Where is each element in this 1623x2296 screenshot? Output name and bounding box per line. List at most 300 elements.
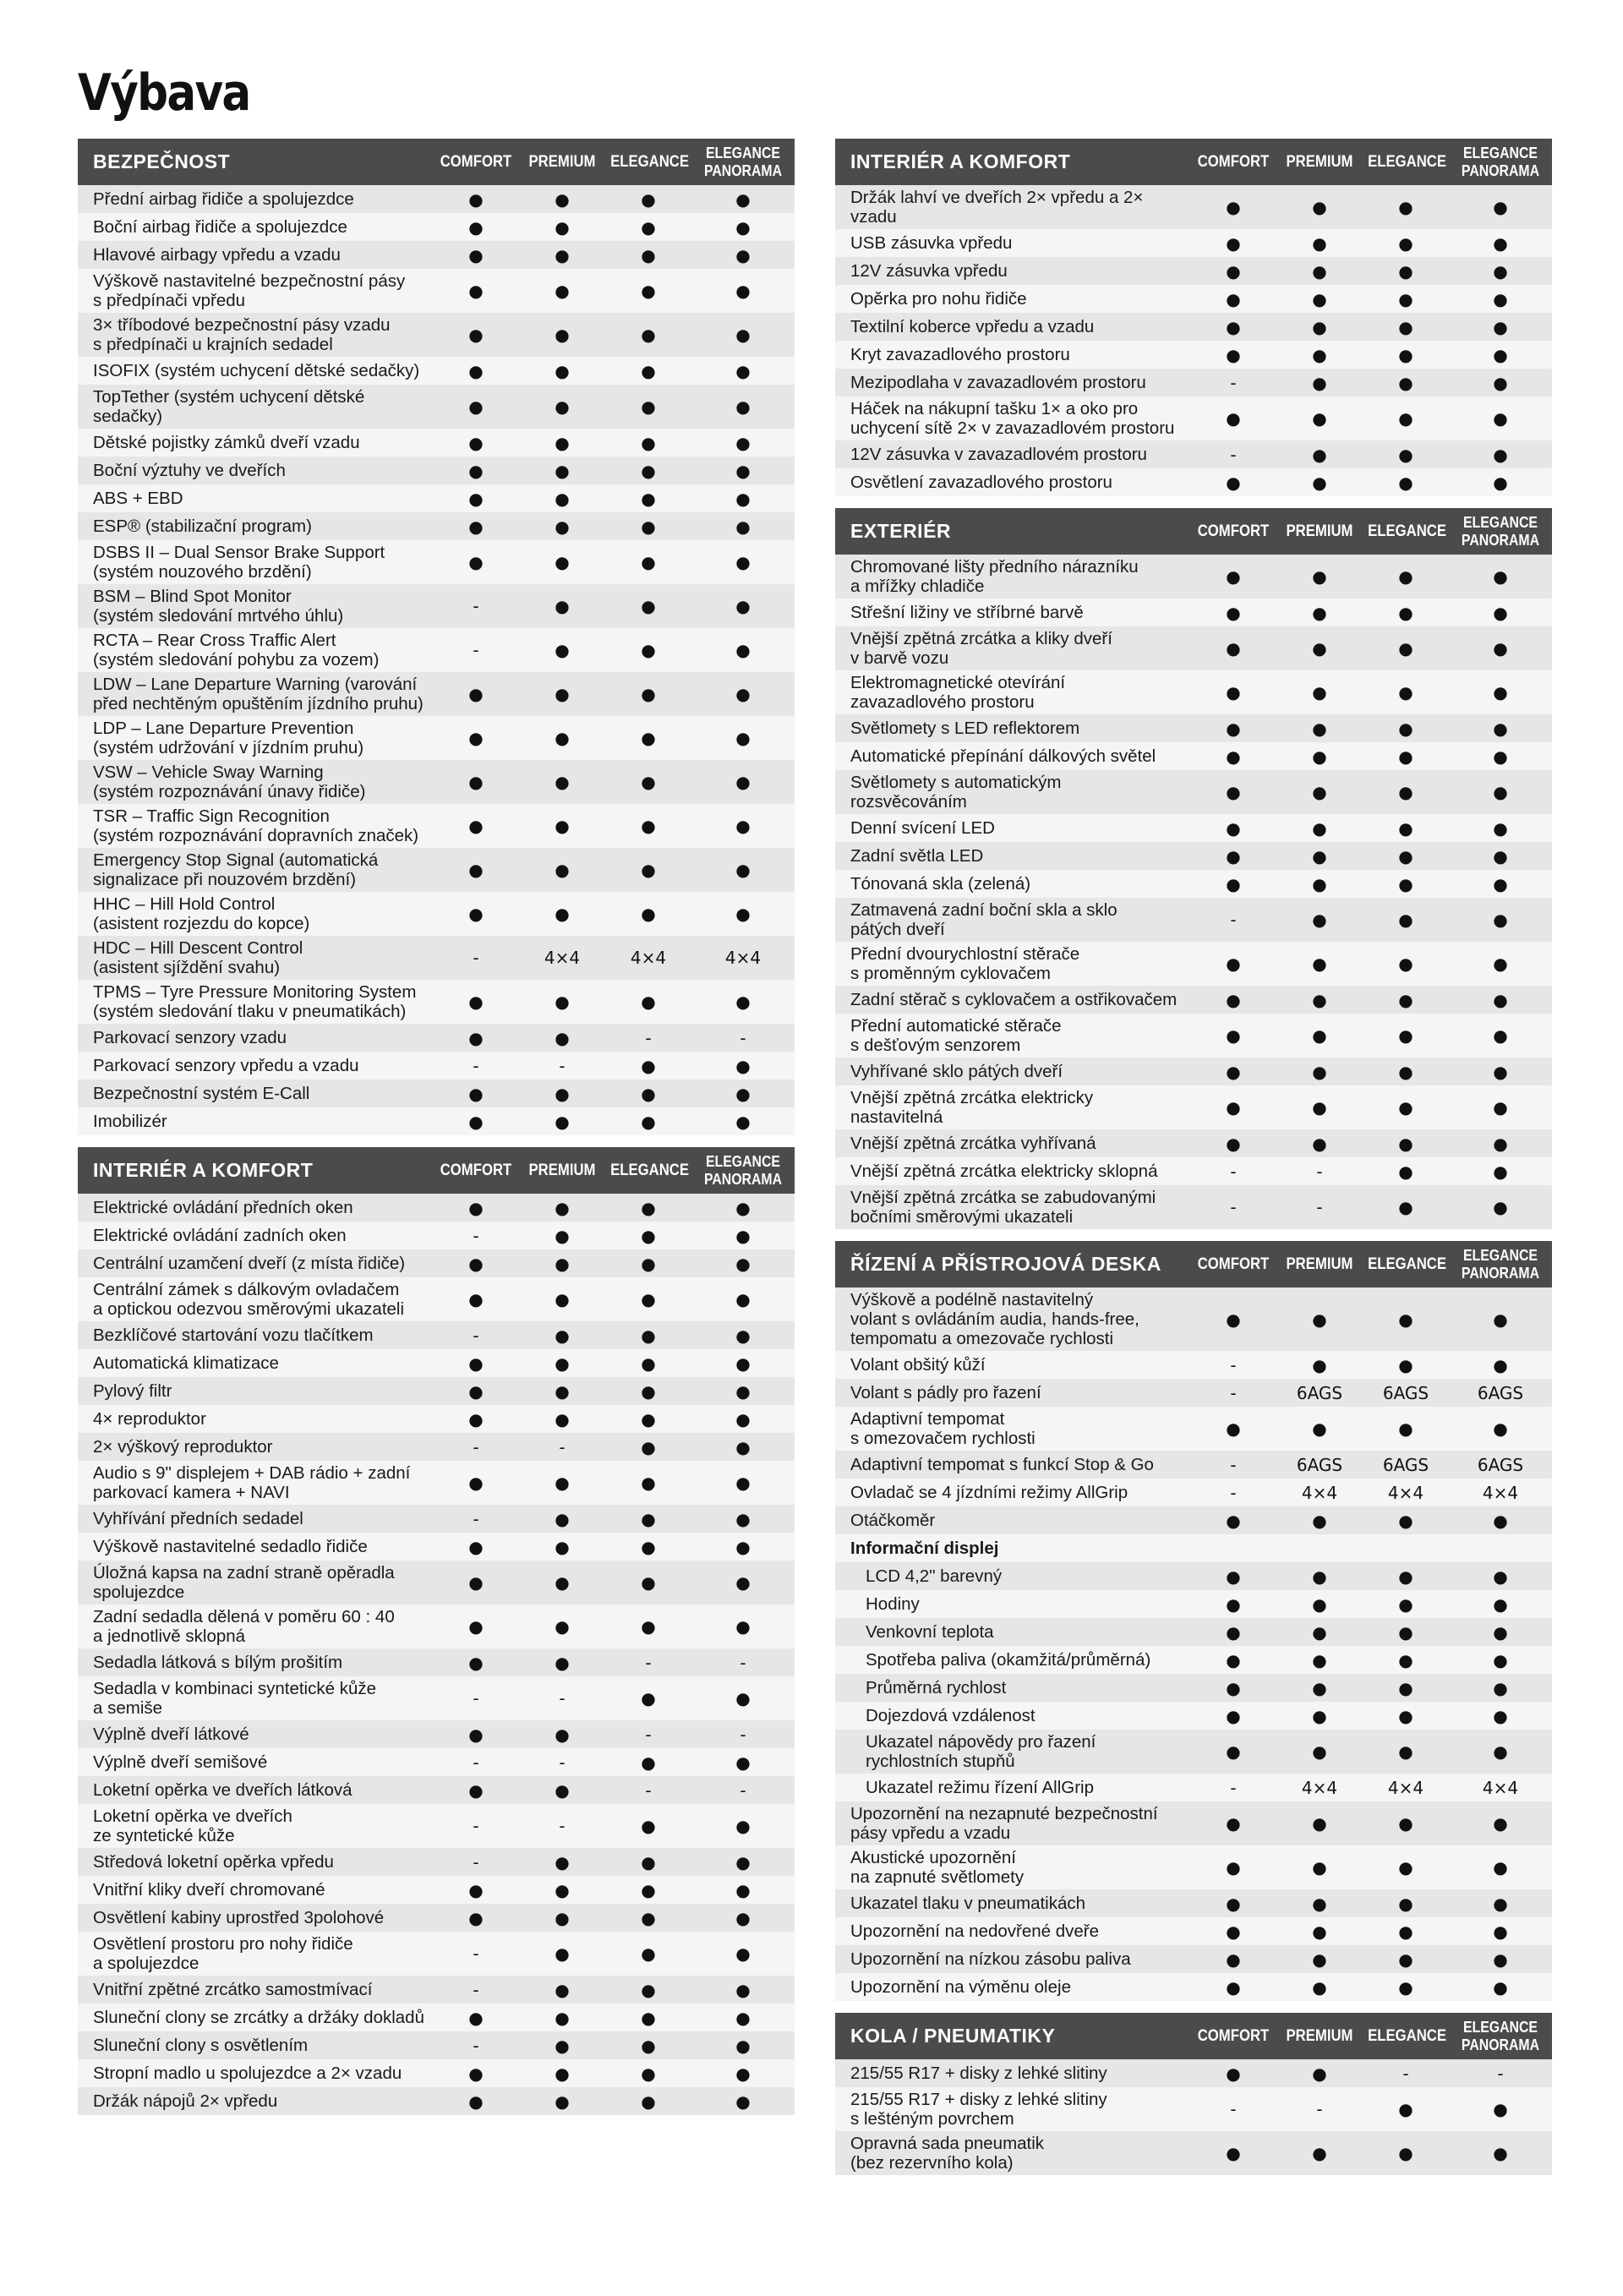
availability-value: ● <box>1493 1061 1508 1082</box>
availability-value: ● <box>1312 954 1327 974</box>
availability-value: ● <box>735 216 751 238</box>
availability-value: ● <box>468 1652 484 1673</box>
availability-value: ● <box>641 1083 656 1104</box>
availability-value: ● <box>641 1572 656 1593</box>
availability-value: ● <box>468 1879 484 1900</box>
feature-label: Střešní ližiny ve stříbrné barvě <box>850 603 1084 622</box>
availability-value: ● <box>1398 1621 1413 1643</box>
section-title: INTERIÉR A KOMFORT <box>850 150 1071 172</box>
table-row <box>78 1080 795 1107</box>
availability-value: ● <box>1312 638 1327 659</box>
availability-value: ● <box>641 1752 656 1773</box>
table-row <box>835 1534 1552 1562</box>
availability-value: ● <box>1398 1741 1413 1762</box>
availability-value: ● <box>1493 260 1508 282</box>
feature-label: USB zásuvka vpředu <box>850 233 1013 253</box>
availability-value: - <box>473 1943 479 1964</box>
table-row <box>78 456 795 484</box>
column-header-line: ELEGANCE <box>705 1152 780 1170</box>
feature-label: Imobilizér <box>93 1112 167 1131</box>
availability-value: ● <box>555 2035 570 2056</box>
availability-value: ● <box>1312 602 1327 623</box>
availability-value: ● <box>735 816 751 836</box>
table-row <box>78 2059 795 2087</box>
availability-value: - <box>559 1816 566 1836</box>
availability-value: ● <box>1226 2063 1241 2084</box>
feature-label: Zadní stěrač s cyklovačem a ostřikovačem <box>850 990 1178 1009</box>
feature-label: Světlomety s automatickým rozsvěcováním <box>850 773 1062 812</box>
availability-value: ● <box>641 1055 656 1076</box>
availability-value: ● <box>1398 1705 1413 1726</box>
table-row <box>835 1506 1552 1534</box>
table-row <box>835 2087 1552 2131</box>
feature-label: Ukazatel tlaku v pneumatikách <box>850 1894 1086 1913</box>
availability-value: ● <box>641 640 656 660</box>
availability-value: ● <box>735 1197 751 1218</box>
column-header: PREMIUM <box>1286 522 1353 540</box>
table-row <box>78 1561 795 1604</box>
availability-value: ● <box>1398 288 1413 309</box>
table-row <box>78 1433 795 1461</box>
availability-value: ● <box>468 396 484 417</box>
availability-value: ● <box>1312 682 1327 702</box>
section-title: INTERIÉR A KOMFORT <box>93 1159 314 1181</box>
availability-value: ● <box>641 992 656 1012</box>
feature-label: 2× výškový reproduktor <box>93 1437 273 1457</box>
table-row <box>835 670 1552 714</box>
availability-value: ● <box>641 281 656 301</box>
feature-label: Výškově a podélně nastavitelný volant s ovládáním audia, hands-free, tempomatu a omezovače rychlosti <box>850 1290 1139 1348</box>
feature-label: Osvětlení zavazadlového prostoru <box>850 473 1112 492</box>
feature-label: Zadní sedadla dělená v poměru 60 : 40 a jednotlivě sklopná <box>93 1607 395 1646</box>
column-header-line: PANORAMA <box>1461 2036 1540 2053</box>
availability-value: ● <box>1398 316 1413 337</box>
availability-value: ● <box>735 516 751 537</box>
availability-value: ● <box>1493 1857 1508 1878</box>
table-row <box>78 1932 795 1976</box>
availability-value: ● <box>1493 817 1508 839</box>
feature-label: 12V zásuvka vpředu <box>850 261 1008 281</box>
availability-value: ● <box>1398 1097 1413 1118</box>
table-row <box>835 1157 1552 1185</box>
availability-value: ● <box>1398 1510 1413 1531</box>
availability-value: ● <box>555 1652 570 1673</box>
availability-value: ● <box>641 860 656 880</box>
availability-value: ● <box>1398 1133 1413 1154</box>
availability-value: ● <box>1493 2143 1508 2163</box>
table-row <box>78 385 795 429</box>
column-header: COMFORT <box>1197 1255 1270 1273</box>
availability-value: ● <box>735 1752 751 1773</box>
table-row <box>78 936 795 980</box>
table-row <box>78 2004 795 2031</box>
availability-value: ● <box>1398 873 1413 894</box>
table-row <box>78 185 795 213</box>
table-row <box>835 599 1552 626</box>
availability-value: ● <box>1398 1649 1413 1670</box>
availability-value: ● <box>1493 1025 1508 1046</box>
column-header: COMFORT <box>440 152 512 171</box>
availability-value: ● <box>468 189 484 210</box>
feature-label: Hlavové airbagy vpředu a vzadu <box>93 245 341 265</box>
feature-label: Světlomety s LED reflektorem <box>850 719 1080 738</box>
column-header-line: ELEGANCE <box>705 144 780 161</box>
availability-value: - <box>1230 1161 1237 1182</box>
availability-value: ● <box>1312 1857 1327 1878</box>
availability-value: ● <box>1226 1921 1241 1942</box>
availability-value: - <box>473 640 479 660</box>
availability-value: 6AGS <box>1477 1382 1524 1403</box>
availability-value: - <box>559 1688 566 1708</box>
availability-value: - <box>473 1508 479 1529</box>
availability-value: ● <box>735 325 751 345</box>
feature-label: Kryt zavazadlového prostoru <box>850 345 1070 364</box>
availability-value: ● <box>1312 1510 1327 1531</box>
table-row <box>78 2031 795 2059</box>
availability-value: ● <box>1312 873 1327 894</box>
availability-value: ● <box>555 728 570 748</box>
availability-value: ● <box>1493 566 1508 587</box>
availability-value: ● <box>468 488 484 509</box>
feature-label: 215/55 R17 + disky z lehké slitiny s lešténým povrchem <box>850 2090 1107 2129</box>
availability-value: ● <box>1226 2143 1241 2163</box>
availability-value: ● <box>555 1572 570 1593</box>
availability-value: - <box>740 1027 746 1048</box>
availability-value: ● <box>1398 260 1413 282</box>
table-row <box>835 185 1552 229</box>
availability-value: ● <box>735 1111 751 1132</box>
feature-label: Hodiny <box>866 1594 920 1614</box>
availability-value: - <box>473 1979 479 2000</box>
feature-label: TSR – Traffic Sign Recognition (systém rozpoznávání dopravních značek) <box>93 806 419 845</box>
feature-label: Vyhřívání předních sedadel <box>93 1509 303 1528</box>
availability-value: ● <box>1493 1097 1508 1118</box>
availability-value: ● <box>1398 718 1413 739</box>
availability-value: ● <box>735 1688 751 1708</box>
availability-value: ● <box>735 992 751 1012</box>
feature-label: Boční airbag řidiče a spolujezdce <box>93 217 347 237</box>
availability-value: ● <box>1493 2099 1508 2119</box>
availability-value: ● <box>1312 910 1327 930</box>
table-row <box>78 1405 795 1433</box>
availability-value: ● <box>1493 408 1508 429</box>
table-row <box>835 898 1552 942</box>
availability-value: ● <box>735 1408 751 1430</box>
availability-value: ● <box>468 816 484 836</box>
availability-value: ● <box>1398 2099 1413 2119</box>
feature-label: DSBS II – Dual Sensor Brake Support (systém nouzového brzdění) <box>93 543 385 582</box>
table-row <box>835 1185 1552 1229</box>
table-row <box>835 1129 1552 1157</box>
availability-value: ● <box>555 1879 570 1900</box>
availability-value: ● <box>1398 1354 1413 1375</box>
section-header <box>78 139 795 185</box>
table-row <box>835 870 1552 898</box>
availability-value: ● <box>735 1325 751 1346</box>
availability-value: ● <box>1493 954 1508 974</box>
availability-value: ● <box>555 1197 570 1218</box>
availability-value: ● <box>1398 472 1413 493</box>
availability-value: ● <box>555 1325 570 1346</box>
availability-value: ● <box>641 2007 656 2028</box>
feature-rows <box>78 1194 795 2115</box>
availability-value: ● <box>1226 1976 1241 1998</box>
feature-rows <box>78 185 795 1135</box>
table-row <box>835 1479 1552 1506</box>
availability-value: ● <box>735 1473 751 1493</box>
availability-value: ● <box>641 1851 656 1872</box>
availability-value: ● <box>1398 602 1413 623</box>
availability-value: ● <box>1493 1741 1508 1762</box>
table-row <box>835 1730 1552 1774</box>
feature-label: TopTether (systém uchycení dětské sedačky) <box>93 387 365 426</box>
availability-value: - <box>559 1752 566 1773</box>
availability-value: ● <box>735 2007 751 2028</box>
availability-value: ● <box>1398 1025 1413 1046</box>
availability-value: ● <box>641 1380 656 1402</box>
section-header <box>835 1241 1552 1287</box>
availability-value: ● <box>1398 638 1413 659</box>
table-row <box>78 584 795 628</box>
feature-label: Spotřeba paliva (okamžitá/průměrná) <box>866 1650 1151 1670</box>
table-row <box>835 1451 1552 1479</box>
table-row <box>835 396 1552 440</box>
availability-value: ● <box>555 460 570 481</box>
feature-label: Adaptivní tempomat s funkcí Stop & Go <box>850 1455 1154 1474</box>
table-row <box>835 1674 1552 1702</box>
availability-value: ● <box>641 1879 656 1900</box>
availability-value: ● <box>1226 817 1241 839</box>
availability-value: ● <box>1226 1133 1241 1154</box>
feature-label: Automatická klimatizace <box>93 1353 279 1373</box>
availability-value: ● <box>1493 1813 1508 1834</box>
availability-value: ● <box>1226 1741 1241 1762</box>
availability-value: ● <box>735 552 751 572</box>
availability-value: ● <box>1312 288 1327 309</box>
feature-label: Vnější zpětná zrcátka se zabudovanými bočními směrovými ukazateli <box>850 1188 1156 1227</box>
availability-value: ● <box>1493 638 1508 659</box>
availability-value: ● <box>555 432 570 453</box>
availability-value: ● <box>1493 1419 1508 1439</box>
availability-value: ● <box>1312 232 1327 254</box>
section-header <box>835 508 1552 555</box>
table-row <box>835 842 1552 870</box>
availability-value: ● <box>555 684 570 704</box>
availability-value: ● <box>641 1616 656 1637</box>
availability-value: ● <box>555 216 570 238</box>
availability-value: ● <box>1312 344 1327 365</box>
availability-value: ● <box>1398 845 1413 866</box>
availability-value: ● <box>1398 782 1413 802</box>
availability-value: ● <box>1226 1510 1241 1531</box>
availability-value: ● <box>1493 1566 1508 1587</box>
availability-value: - <box>645 1652 652 1673</box>
availability-value: ● <box>555 244 570 265</box>
feature-label: Držák lahví ve dveřích 2× vpředu a 2× vzadu <box>850 188 1144 227</box>
availability-value: ● <box>1493 1705 1508 1726</box>
table-row <box>78 1904 795 1932</box>
availability-value: ● <box>1398 408 1413 429</box>
table-row <box>78 1222 795 1249</box>
availability-value: ● <box>641 1225 656 1246</box>
availability-value: ● <box>468 992 484 1012</box>
availability-value: ● <box>735 684 751 704</box>
table-row <box>78 672 795 716</box>
availability-value: ● <box>1398 1197 1413 1217</box>
table-row <box>78 1321 795 1349</box>
table-row <box>835 229 1552 257</box>
feature-label: Elektrické ovládání předních oken <box>93 1198 353 1217</box>
availability-value: ● <box>641 460 656 481</box>
availability-value: - <box>1230 2099 1237 2119</box>
availability-value: ● <box>1398 746 1413 767</box>
availability-value: ● <box>1226 873 1241 894</box>
availability-value: ● <box>468 1724 484 1745</box>
equipment-section <box>835 2013 1552 2175</box>
availability-value: ● <box>641 1111 656 1132</box>
feature-label: Upozornění na nezapnuté bezpečnostní pásy vpředu a vzadu <box>850 1804 1158 1843</box>
availability-value: ● <box>641 728 656 748</box>
availability-value: ● <box>735 1879 751 1900</box>
table-row <box>835 1801 1552 1845</box>
availability-value: ● <box>1226 954 1241 974</box>
availability-value: ● <box>1398 910 1413 930</box>
availability-value: - <box>473 2035 479 2056</box>
table-row <box>835 1702 1552 1730</box>
availability-value: ● <box>1398 2143 1413 2163</box>
availability-value: 4×4 <box>630 948 667 968</box>
availability-value: ● <box>468 1289 484 1309</box>
feature-label: Chromované lišty předního nárazníku a mřížky chladiče <box>850 557 1139 596</box>
availability-value: ● <box>641 772 656 792</box>
availability-value: 4×4 <box>1482 1777 1519 1798</box>
table-row <box>78 1194 795 1222</box>
table-row <box>835 1407 1552 1451</box>
table-row <box>835 1058 1552 1085</box>
table-row <box>78 241 795 269</box>
equipment-section <box>835 508 1552 1229</box>
table-row <box>78 1976 795 2004</box>
availability-value: ● <box>468 1779 484 1801</box>
availability-value: ● <box>1226 782 1241 802</box>
availability-value: ● <box>555 640 570 660</box>
feature-label: Vnější zpětná zrcátka a kliky dveří v barvě vozu <box>850 629 1112 668</box>
availability-value: ● <box>735 488 751 509</box>
feature-label: HHC – Hill Hold Control (asistent rozjezdu do kopce) <box>93 894 310 933</box>
availability-value: ● <box>735 1816 751 1836</box>
section-title: ŘÍZENÍ A PŘÍSTROJOVÁ DESKA <box>850 1253 1161 1275</box>
availability-value: ● <box>641 596 656 616</box>
feature-label: 3× tříbodové bezpečnostní pásy vzadu s předpínači u krajních sedadel <box>93 315 391 354</box>
availability-value: ● <box>1493 1197 1508 1217</box>
feature-rows <box>835 555 1552 1229</box>
table-row <box>78 1377 795 1405</box>
availability-value: - <box>1230 1482 1237 1503</box>
availability-value: ● <box>1398 372 1413 393</box>
availability-value: ● <box>641 1979 656 2000</box>
feature-label: Boční výztuhy ve dveřích <box>93 461 286 480</box>
table-row <box>78 1277 795 1321</box>
feature-label: Elektrické ovládání zadních oken <box>93 1226 347 1245</box>
availability-value: ● <box>1312 1949 1327 1970</box>
availability-value: ● <box>468 728 484 748</box>
availability-value: ● <box>1493 1621 1508 1643</box>
availability-value: ● <box>735 2035 751 2056</box>
table-row <box>835 1845 1552 1889</box>
feature-label: Sluneční clony s osvětlením <box>93 2036 309 2055</box>
feature-label: Centrální uzamčení dveří (z místa řidiče) <box>93 1254 406 1273</box>
availability-value: ● <box>641 1508 656 1529</box>
feature-label: Vnitřní zpětné zrcátko samostmívací <box>93 1980 373 1999</box>
table-row <box>78 429 795 456</box>
feature-label: Informační displej <box>850 1539 999 1558</box>
availability-value: ● <box>555 992 570 1012</box>
feature-label: Sedadla látková s bílým prošitím <box>93 1653 343 1672</box>
column-header: COMFORT <box>1197 152 1270 171</box>
availability-value: ● <box>1312 1097 1327 1118</box>
feature-rows <box>835 2059 1552 2175</box>
availability-value: ● <box>1226 1566 1241 1587</box>
feature-label: Loketní opěrka ve dveřích ze syntetické kůže <box>93 1807 292 1845</box>
availability-value: - <box>473 1325 479 1346</box>
availability-value: ● <box>735 1943 751 1964</box>
availability-value: ● <box>468 1353 484 1374</box>
availability-value: ● <box>641 1688 656 1708</box>
table-row <box>78 1461 795 1505</box>
section-title: BEZPEČNOST <box>93 150 231 172</box>
feature-label: Volant s pádly pro řazení <box>850 1383 1041 1402</box>
availability-value: ● <box>1398 444 1413 465</box>
availability-value: - <box>473 948 479 968</box>
table-row <box>835 1945 1552 1973</box>
availability-value: ● <box>735 772 751 792</box>
availability-value: ● <box>555 1536 570 1557</box>
section-header <box>78 1147 795 1194</box>
availability-value: ● <box>555 396 570 417</box>
availability-value: - <box>473 1436 479 1457</box>
availability-value: ● <box>1398 344 1413 365</box>
feature-label: Upozornění na nízkou zásobu paliva <box>850 1949 1131 1969</box>
feature-label: Ovladač se 4 jízdními režimy AllGrip <box>850 1483 1128 1502</box>
column-header: ELEGANCE <box>1368 522 1447 540</box>
availability-value: ● <box>1493 873 1508 894</box>
availability-value: ● <box>1493 682 1508 702</box>
column-header-elegance-panorama <box>1455 1247 1545 1282</box>
availability-value: ● <box>555 904 570 924</box>
column-header: PREMIUM <box>1286 2026 1353 2045</box>
availability-value: 4×4 <box>1387 1777 1424 1798</box>
table-row <box>78 512 795 540</box>
feature-label: Vyhřívané sklo pátých dveří <box>850 1062 1063 1081</box>
availability-value: ● <box>555 281 570 301</box>
feature-label: ISOFIX (systém uchycení dětské sedačky) <box>93 361 420 380</box>
availability-value: ● <box>468 1027 484 1048</box>
availability-value: ● <box>1226 1677 1241 1698</box>
availability-value: ● <box>468 1907 484 1928</box>
availability-value: ● <box>735 2091 751 2112</box>
availability-value: ● <box>641 1325 656 1346</box>
feature-label: Držák nápojů 2× vpředu <box>93 2091 278 2111</box>
availability-value: - <box>1230 444 1237 465</box>
availability-value: ● <box>735 2063 751 2084</box>
availability-value: ● <box>1312 1621 1327 1643</box>
left-column <box>78 139 795 2127</box>
availability-value: ● <box>468 281 484 301</box>
availability-value: - <box>1230 1197 1237 1217</box>
table-row <box>835 1014 1552 1058</box>
equipment-section <box>835 139 1552 496</box>
availability-value: ● <box>468 1197 484 1218</box>
